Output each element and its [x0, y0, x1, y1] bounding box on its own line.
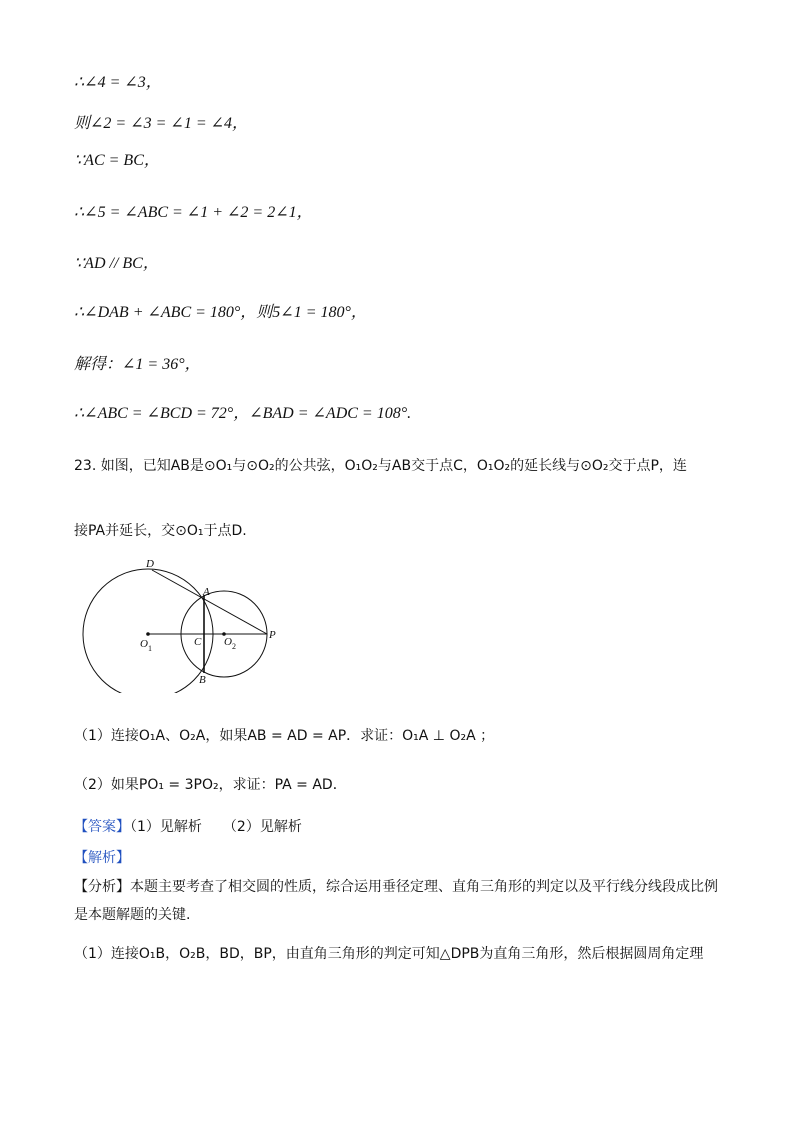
label-d: D	[146, 558, 154, 570]
circle-o1	[83, 569, 213, 693]
label-o2-sub: 2	[232, 642, 236, 651]
fenxi-text: 本题主要考查了相交圆的性质，综合运用垂径定理、直角三角形的判定以及平行线分线段成比例	[130, 879, 718, 895]
step-4: ∴∠5 = ∠ABC = ∠1 + ∠2 = 2∠1，	[74, 204, 313, 221]
label-a: A	[203, 586, 210, 598]
line-d-p	[152, 570, 267, 634]
label-p: P	[269, 629, 276, 641]
answer-text: （1）见解析 （2）见解析	[130, 819, 302, 835]
problem-statement-line-2: 接PA并延长，交⊙O₁于点D.	[74, 523, 247, 539]
step-6: ∴∠DAB + ∠ABC = 180°，则5∠1 = 180°，	[74, 304, 367, 321]
step-2: 则∠2 = ∠3 = ∠1 = ∠4，	[74, 115, 249, 132]
fenxi-tag: 【分析】	[74, 879, 130, 895]
problem-statement-line-1: 23. 如图，已知AB是⊙O₁与⊙O₂的公共弦，O₁O₂与AB交于点C，O₁O₂的延长线与⊙O₂交于点P，连	[74, 458, 687, 474]
analysis-header	[74, 846, 130, 869]
label-o1-sub: 1	[148, 644, 152, 653]
label-o1: O	[140, 638, 148, 650]
label-o2: O	[224, 636, 232, 648]
intersecting-circles-diagram	[80, 553, 280, 693]
point-o1	[146, 632, 150, 636]
step-7: 解得：∠1 = 36°，	[74, 356, 201, 373]
label-b: B	[199, 674, 206, 686]
fenxi-line-1	[74, 875, 718, 898]
label-c: C	[194, 636, 202, 648]
step-8: ∴∠ABC = ∠BCD = 72°，∠BAD = ∠ADC = 108°.	[74, 405, 412, 422]
question-1: （1）连接O₁A、O₂A，如果AB = AD = AP．求证：O₁A ⊥ O₂A ；	[74, 728, 495, 744]
answer-tag: 【答案】	[74, 819, 130, 835]
step-5: ∵AD // BC，	[74, 255, 159, 272]
geometry-figure	[80, 553, 280, 697]
step-1: ∴∠4 = ∠3，	[74, 74, 162, 91]
step-3: ∵AC = BC，	[74, 152, 160, 169]
answer-row	[74, 815, 302, 838]
question-2: （2）如果PO₁ = 3PO₂，求证：PA = AD．	[74, 777, 347, 793]
analysis-tag: 【解析】	[74, 850, 130, 866]
fenxi-line-2: 是本题解题的关键.	[74, 907, 191, 923]
solution-part-1: （1）连接O₁B，O₂B，BD，BP，由直角三角形的判定可知△DPB为直角三角形，然后根据圆周角定理	[74, 946, 704, 962]
